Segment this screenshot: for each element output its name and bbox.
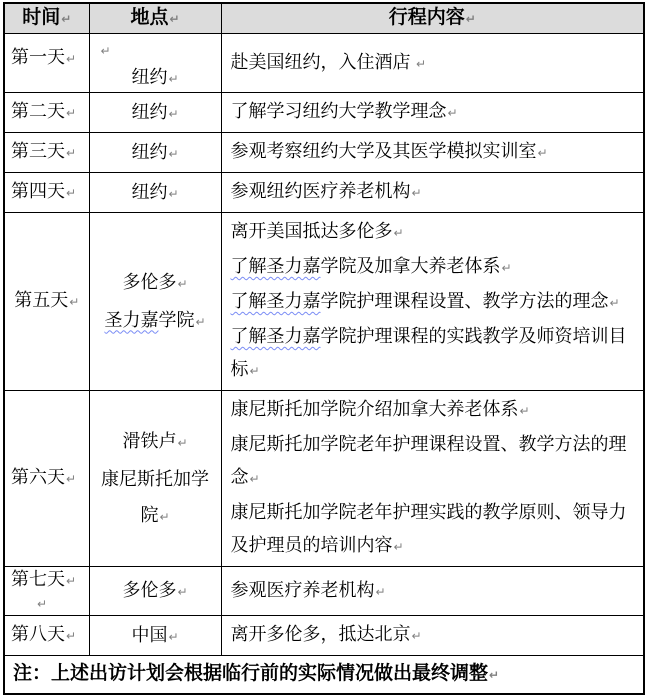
location-label: 学院	[158, 309, 195, 330]
location-line	[98, 64, 213, 92]
paragraph-mark: ↵	[168, 106, 179, 121]
content-paragraph	[231, 95, 636, 130]
paragraph-mark: ↵	[168, 629, 179, 644]
paragraph-mark: ↵	[100, 44, 111, 58]
column-header-label: 时间	[22, 7, 61, 28]
day-cell[interactable]	[4, 391, 89, 567]
note-cell[interactable]	[4, 656, 644, 694]
location-line	[98, 423, 213, 461]
content-text: 了解学习纽约大学教学理念	[230, 101, 447, 121]
content-cell[interactable]	[221, 213, 644, 391]
location-line	[98, 264, 213, 302]
column-header-time[interactable]	[4, 3, 89, 34]
content-paragraph	[231, 393, 636, 428]
itinerary-row-day2	[4, 93, 644, 133]
content-paragraph	[231, 215, 636, 250]
location-line	[98, 302, 213, 340]
day-label: 第七天	[11, 569, 65, 589]
content-paragraph	[231, 428, 636, 496]
paragraph-mark: ↵	[66, 146, 77, 160]
location-cell[interactable]	[89, 391, 221, 567]
paragraph-mark: ↵	[489, 667, 500, 682]
location-label: 多伦多	[122, 580, 177, 600]
day-label: 第四天	[11, 181, 65, 201]
itinerary-row-day6	[4, 391, 644, 567]
content-paragraph	[231, 250, 636, 285]
paragraph-mark: ↵	[375, 584, 386, 599]
location-label: 纽约	[131, 101, 168, 122]
content-text: 参观医疗养老机构	[230, 579, 375, 600]
empty-paragraph	[11, 592, 89, 615]
itinerary-row-day5	[4, 213, 644, 391]
column-header-label: 地点	[130, 7, 169, 28]
content-text: 参观纽约医疗养老机构	[230, 181, 411, 201]
day-line	[11, 569, 89, 592]
content-text: 康尼斯托加学院老年护理实践的教学原则、领导力及护理员的培训内容	[230, 502, 627, 555]
content-text: 学院及加拿大养老体系	[320, 256, 501, 276]
location-label: 纽约	[131, 67, 168, 87]
day-label: 第一天	[11, 47, 65, 67]
paragraph-mark: ↵	[393, 540, 404, 554]
paragraph-mark: ↵	[66, 574, 77, 588]
day-cell[interactable]	[4, 567, 89, 616]
content-text-wavy-underlined: 了解圣力嘉	[230, 291, 321, 311]
paragraph-mark: ↵	[249, 472, 260, 486]
paragraph-mark: ↵	[66, 186, 77, 200]
content-cell[interactable]	[221, 93, 644, 133]
location-cell[interactable]	[89, 34, 221, 93]
location-label: 纽约	[131, 181, 168, 202]
location-cell[interactable]	[89, 93, 221, 133]
header-row	[4, 3, 644, 34]
content-text: 离开美国抵达多伦多	[230, 221, 393, 241]
paragraph-mark: ↵	[177, 585, 188, 599]
itinerary-table	[3, 2, 645, 695]
content-text-wavy-underlined: 了解圣力嘉	[230, 256, 321, 276]
paragraph-mark: ↵	[169, 12, 180, 26]
location-label: 滑铁卢	[122, 430, 177, 451]
note-text: 注：上述出访计划会根据临行前的实际情况做出最终调整	[13, 662, 489, 684]
day-label: 第五天	[14, 290, 69, 310]
day-cell[interactable]	[4, 93, 89, 133]
location-cell[interactable]	[89, 567, 221, 616]
paragraph-mark: ↵	[447, 106, 458, 120]
paragraph-mark: ↵	[69, 295, 80, 309]
paragraph-mark: ↵	[416, 56, 427, 71]
paragraph-mark: ↵	[66, 629, 77, 643]
content-text: 离开多伦多，抵达北京	[230, 624, 411, 644]
content-paragraph	[231, 175, 636, 210]
content-cell[interactable]	[221, 616, 644, 656]
content-paragraph	[231, 46, 636, 81]
day-label: 第二天	[11, 101, 65, 121]
paragraph-mark: ↵	[537, 146, 548, 160]
day-label: 第六天	[11, 467, 65, 487]
content-paragraph	[231, 496, 636, 564]
content-text: 参观考察纽约大学及其医学模拟实训室	[230, 141, 537, 161]
content-text: 康尼斯托加学院介绍加拿大养老体系	[230, 399, 519, 419]
paragraph-mark: ↵	[609, 296, 620, 310]
content-paragraph	[231, 618, 636, 653]
paragraph-mark: ↵	[465, 12, 476, 26]
day-cell[interactable]	[4, 616, 89, 656]
content-paragraph	[231, 285, 636, 320]
location-cell[interactable]	[89, 173, 221, 213]
day-cell[interactable]	[4, 133, 89, 173]
content-cell[interactable]	[221, 133, 644, 173]
paragraph-mark: ↵	[393, 226, 404, 240]
paragraph-mark: ↵	[168, 72, 179, 86]
itinerary-row-day8	[4, 616, 644, 656]
content-text: 学院护理课程的实践教学及师资培训目标	[230, 326, 627, 379]
paragraph-mark: ↵	[177, 276, 188, 291]
paragraph-mark: ↵	[501, 261, 512, 275]
content-text: 学院护理课程设置、教学方法的理念	[320, 291, 609, 311]
content-paragraph	[231, 574, 636, 609]
paragraph-mark: ↵	[411, 629, 422, 643]
paragraph-mark: ↵	[159, 509, 170, 524]
itinerary-row-day7	[4, 567, 644, 616]
content-cell[interactable]	[221, 173, 644, 213]
day-cell[interactable]	[4, 213, 89, 391]
content-paragraph	[231, 320, 636, 388]
day-label: 第三天	[11, 141, 65, 161]
day-cell[interactable]	[4, 173, 89, 213]
location-label: 纽约	[131, 141, 168, 162]
content-cell[interactable]	[221, 567, 644, 616]
location-cell[interactable]	[89, 213, 221, 391]
content-cell[interactable]	[221, 34, 644, 93]
itinerary-row-day1	[4, 34, 644, 93]
content-paragraph	[231, 135, 636, 170]
column-header-content[interactable]	[221, 3, 644, 34]
content-text: 康尼斯托加学院老年护理课程设置、教学方法的理念	[230, 434, 627, 487]
itinerary-row-day3	[4, 133, 644, 173]
location-label-wavy-underlined: 圣力嘉	[104, 309, 159, 330]
day-label: 第八天	[11, 624, 65, 644]
empty-paragraph	[98, 36, 213, 64]
paragraph-mark: ↵	[249, 364, 260, 378]
paragraph-mark: ↵	[66, 106, 77, 120]
paragraph-mark: ↵	[168, 186, 179, 201]
location-label: 多伦多	[122, 271, 177, 292]
location-label: 康尼斯托加学院	[101, 468, 209, 525]
paragraph-mark: ↵	[519, 404, 530, 418]
paragraph-mark: ↵	[37, 597, 48, 611]
content-cell[interactable]	[221, 391, 644, 567]
day-cell[interactable]	[4, 34, 89, 93]
paragraph-mark: ↵	[195, 314, 206, 329]
location-cell[interactable]	[89, 133, 221, 173]
content-text: 赴美国纽约，入住酒店	[230, 51, 415, 72]
content-text-wavy-underlined: 了解圣力嘉	[230, 326, 321, 346]
location-label: 中国	[131, 624, 168, 645]
paragraph-mark: ↵	[61, 12, 72, 26]
paragraph-mark: ↵	[411, 186, 422, 200]
note-row	[4, 656, 644, 694]
column-header-location[interactable]	[89, 3, 221, 34]
paragraph-mark: ↵	[177, 435, 188, 450]
paragraph-mark: ↵	[66, 472, 77, 486]
paragraph-mark: ↵	[66, 52, 77, 66]
paragraph-mark: ↵	[168, 146, 179, 161]
location-line	[98, 461, 213, 535]
itinerary-row-day4	[4, 173, 644, 213]
column-header-label: 行程内容	[388, 7, 465, 28]
location-cell[interactable]	[89, 616, 221, 656]
